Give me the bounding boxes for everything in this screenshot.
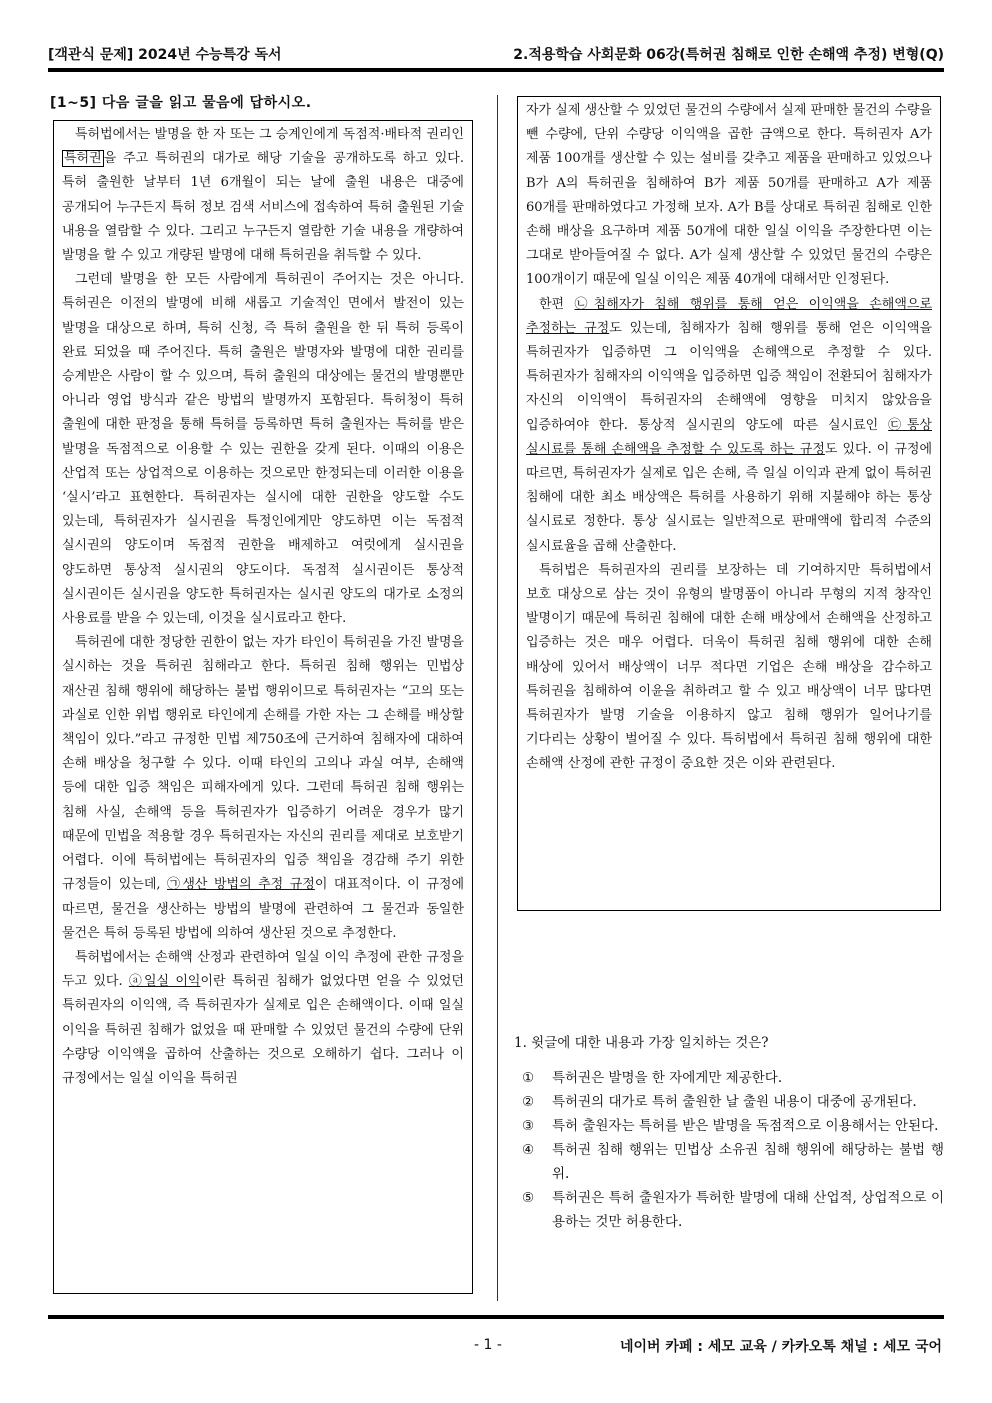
passage-text: 특허법은 특허권자의 권리를 보장하는 데 기여하지만 특허법에서 보호 대상으로 삼는 것이 유형의 발명품이 아니라 무형의 지적 창작인 발명이기 때문에 특허권 침해에 대한 손해 배상에서 손해액을 산정하고 입증하는 것은 매우 어렵다. 더욱이 특허권 침해 행위에 대한 손해 배상에 있어서 배상액이 너무 적다면 기업은 손해 배상을 감수하고 특허권을 침해하여 이윤을 취하려고 할 수 있고 배상액이 너무 많다면 특허권자가 발명 기술을 이용하지 않고 침해 행위가 일어나기를 기다리는 상황이 벌어질 수 있다. 특허법에서 특허권 침해 행위에 대한 손해액 산정에 관한 규정이 중요한 것은 이와 관련된다.	[526, 562, 932, 772]
passage-text: 자가 실제 생산할 수 있었던 물건의 수량에서 실제 판매한 물건의 수량을 뺀 수량에, 단위 수량당 이익액을 곱한 금액으로 한다. 특허권자 A가 제품 100개를 생산할 수 있는 설비를 갖추고 제품을 판매하고 있었으나 B가 A의 특허권을 침해하여 B가 제품 50개를 판매하고 A가 제품 60개를 판매하였다고 가정해 보자. A가 B를 상대로 특허권 침해로 인한 손해 배상을 요구하며 제품 50개에 대한 일실 이익을 주장한다면 이는 그대로 받아들여질 수 없다. A가 실제 생산할 수 있었던 물건의 수량은 100개이기 때문에 일실 이익은 제품 40개에 대해서만 인정된다.	[526, 103, 932, 288]
passage-text: 이란 특허권 침해가 없었다면 얻을 수 있었던 특허권자의 이익액, 즉 특허권자가 실제로 입은 손해액이다. 이때 일실 이익을 특허권 침해가 없었을 때 판매할 수 있었던 물건의 수량에 단위 수량당 이익액을 곱하여 산출하는 것으로 오해하기 쉽다. 그러나 이 규정에서는 일실 이익을 특허권	[62, 974, 464, 1086]
bottom-rule	[48, 1315, 944, 1319]
choice-text: 특허권은 특허 출원자가 특허한 발명에 대해 산업적, 상업적으로 이용하는 것만 허용한다.	[552, 1190, 944, 1230]
passage-text: 그런데 발명을 한 모든 사람에게 특허권이 주어지는 것은 아니다. 특허권은 이전의 발명에 비해 새롭고 기술적인 면에서 발전이 있는 발명을 대상으로 하며, 특허 신청, 즉 특허 출원을 한 뒤 특허 등록이 완료 되었을 때 주어진다. 특허 출원은 발명자와 발명에 대한 권리를 승계받은 사람이 할 수 있으며, 특허 출원의 대상에는 물건의 발명뿐만 아니라 영업 방식과 같은 방법의 발명까지 포함된다. 특허청이 특허 출원에 대한 판정을 통해 특허를 등록하면 특허 출원자는 특허를 받은 발명을 독점적으로 이용할 수 있는 권한을 갖게 된다. 이때의 이용은 산업적 또는 상업적으로 이용하는 것으로만 한정되는데 이러한 이용을 ‘실시’라고 표현한다. 특허권자는 실시에 대한 권한을 양도할 수도 있는데, 특허권자가 실시권을 특정인에게만 양도하면 이는 독점적 실시권의 양도이며 독점적 권한을 배제하고 여럿에게 실시권을 양도하면 통상적 실시권의 양도이다. 독점적 실시권이든 통상적 실시권이든 실시권을 양도한 특허권자는 실시권 양도의 대가로 소정의 사용료를 받을 수 있는데, 이것을 실시료라고 한다.	[62, 272, 464, 627]
choice-number: ④	[522, 1142, 535, 1158]
passage-paragraph-7	[526, 559, 932, 777]
passage-box-left	[53, 120, 473, 1294]
choice-4[interactable]	[514, 1138, 944, 1186]
choice-text: 특허권은 발명을 한 자에게만 제공한다.	[552, 1070, 783, 1086]
choice-number: ③	[522, 1118, 535, 1134]
underlined-rule-1: ㉠생산 방법의 추정 규정	[167, 877, 315, 893]
passage-text: 을 주고 특허권의 대가로 해당 기술을 공개하도록 하고 있다. 특허 출원한 날부터 1년 6개월이 되는 날에 출원 내용은 대중에 공개되어 누구든지 특허 정보 검색 서비스에 접속하여 특허 출원된 기술 내용을 열람할 수 있다. 그리고 누구든지 열람한 기술 내용을 개량하여 발명을 할 수 있고 개량된 발명에 대해 특허권을 취득할 수 있다.	[62, 151, 464, 264]
choice-number: ①	[522, 1070, 535, 1086]
passage-text: 특허법에서는 발명을 한 자 또는 그 승계인에게 독점적·배타적 권리인	[75, 127, 464, 142]
page-number: - 1 -	[474, 1337, 502, 1353]
question-1	[514, 1032, 944, 1234]
choice-text: 특허 출원자는 특허를 받은 발명을 독점적으로 이용해서는 안된다.	[552, 1118, 939, 1134]
passage-text: 도 있는데, 침해자가 침해 행위를 통해 얻은 이익액을 특허권자가 입증하면 그 이익액을 손해액으로 추정할 수 있다. 특허권자가 침해자의 이익액을 입증하면 입증 책임이 전환되어 침해자가 자신의 이익액이 특허권자의 손해액에 영향을 미치지 않았음을 입증하여야 한다. 통상적 실시권의 양도에 따른 실시료인	[526, 320, 932, 433]
passage-text: 특허권에 대한 정당한 권한이 없는 자가 타인이 특허권을 가진 발명을 실시하는 것을 특허권 침해라고 한다. 특허권 침해 행위는 민법상 재산권 침해 행위에 해당하는 불법 행위이므로 특허권자는 “고의 또는 과실로 인한 위법 행위로 타인에게 손해를 가한 자는 그 손해를 배상할 책임이 있다.”라고 규정한 민법 제750조에 근거하여 침해자에 대하여 손해 배상을 청구할 수 있다. 이때 타인의 고의나 과실 여부, 손해액 등에 대한 입증 책임은 피해자에게 있다. 그런데 특허권 침해 행위는 침해 사실, 손해액 등을 특허권자가 입증하기 어려운 경우가 많기 때문에 민법을 적용할 경우 특허권자는 자신의 권리를 제대로 보호받기 어렵다. 이에 특허법에는 특허권자의 입증 책임을 경감해 주기 위한 규정들이 있는데,	[62, 635, 464, 893]
choice-text: 특허권 침해 행위는 민법상 소유권 침해 행위에 해당하는 불법 행위.	[552, 1142, 944, 1182]
header-right-title: 2.적용학습 사회문화 06강(특허권 침해로 인한 손해액 추정) 변형(Q)	[513, 47, 944, 63]
choice-2[interactable]	[514, 1090, 944, 1114]
passage-paragraph-3	[62, 631, 464, 946]
choice-number: ⑤	[522, 1190, 535, 1206]
column-divider	[497, 95, 498, 1301]
underlined-term-a: ⓐ일실 이익	[128, 974, 201, 990]
passage-text: 이 대표적이다. 이 규정에 따르면, 물건을 생산하는 방법의 발명에 관련하여 그 물건과 동일한 물건은 특허 등록된 방법에 의하여 생산된 것으로 추정한다.	[62, 877, 465, 941]
question-instruction: [1~5] 다음 글을 읽고 물음에 답하시오.	[50, 95, 312, 111]
question-stem: 1. 윗글에 대한 내용과 가장 일치하는 것은?	[514, 1035, 769, 1051]
passage-paragraph-4	[62, 946, 464, 1091]
top-rule	[48, 68, 944, 72]
choice-1[interactable]	[514, 1066, 944, 1090]
choice-3[interactable]	[514, 1114, 944, 1138]
passage-paragraph-5	[526, 99, 932, 293]
passage-text: 도 있다. 이 규정에 따르면, 특허권자가 실제로 입은 손해, 즉 일실 이익과 관계 없이 특허권 침해에 대한 최소 배상액은 특허를 사용하기 위해 지불해야 하는 통상 실시료로 정한다. 통상 실시료는 일반적으로 판매액에 합리적 수준의 실시료율을 곱해 산출한다.	[526, 441, 932, 554]
choice-number: ②	[522, 1094, 535, 1110]
footer-credit: 네이버 카페 : 세모 교육 / 카카오톡 채널 : 세모 국어	[619, 1339, 942, 1355]
boxed-term: 특허권	[64, 151, 102, 167]
passage-box-right	[517, 96, 941, 911]
passage-text: 한편	[539, 296, 575, 312]
header-left-title: [객관식 문제] 2024년 수능특강 독서	[48, 47, 282, 63]
choice-text: 특허권의 대가로 특허 출원한 날 출원 내용이 대중에 공개된다.	[552, 1094, 917, 1110]
choice-5[interactable]	[514, 1186, 944, 1234]
passage-text: 특허법에서는 손해액 산정과 관련하여 일실 이익 추정에 관한 규정을 두고 있다.	[62, 949, 464, 990]
passage-paragraph-1	[62, 123, 464, 268]
passage-paragraph-6	[526, 293, 932, 559]
underlined-rule-2: ㉡침해자가 침해 행위를 통해 얻은 이익액을 손해액으로 추정하는 규정	[526, 296, 933, 336]
underlined-rule-3: ㉢통상 실시료를 통해 손해액을 추정할 수 있도록 하는 규정	[526, 417, 932, 457]
passage-paragraph-2	[62, 268, 464, 631]
